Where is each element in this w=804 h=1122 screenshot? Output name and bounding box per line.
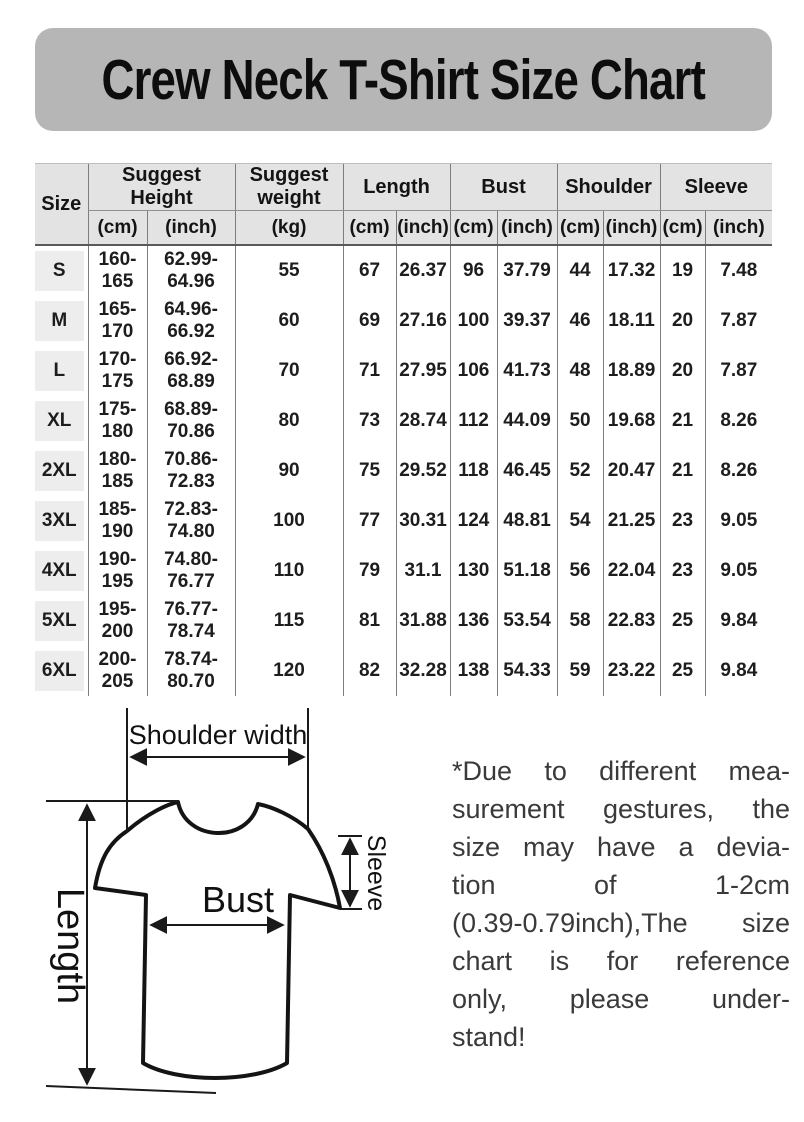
cell-shoulder-cm: 54 <box>557 496 603 546</box>
size-table-header <box>35 164 772 246</box>
cell-height-inch: 72.83-74.80 <box>147 496 235 546</box>
cell-height-inch: 74.80-76.77 <box>147 546 235 596</box>
cell-sleeve-inch: 9.05 <box>705 496 772 546</box>
unit-bust-inch: (inch) <box>497 211 557 246</box>
cell-size <box>35 596 88 646</box>
table-row <box>35 496 772 546</box>
label-shoulder-width: Shoulder width <box>128 720 308 750</box>
cell-height-cm: 195-200 <box>88 596 147 646</box>
cell-shoulder-cm: 59 <box>557 646 603 696</box>
cell-height-cm: 190-195 <box>88 546 147 596</box>
col-header-suggest-weight: Suggest weight <box>235 164 343 211</box>
cell-sleeve-cm: 19 <box>660 245 705 296</box>
cell-size <box>35 446 88 496</box>
cell-length-inch: 28.74 <box>396 396 450 446</box>
length-extension-line-bottom <box>46 1086 216 1093</box>
cell-height-cm: 165-170 <box>88 296 147 346</box>
cell-bust-cm: 136 <box>450 596 497 646</box>
cell-height-inch: 68.89-70.86 <box>147 396 235 446</box>
cell-length-cm: 73 <box>343 396 396 446</box>
cell-bust-cm: 106 <box>450 346 497 396</box>
cell-height-cm: 160-165 <box>88 245 147 296</box>
note-line: tion of 1-2cm <box>452 870 790 900</box>
cell-height-inch: 78.74-80.70 <box>147 646 235 696</box>
cell-weight-kg: 115 <box>235 596 343 646</box>
cell-sleeve-inch: 7.87 <box>705 346 772 396</box>
cell-shoulder-inch: 18.11 <box>603 296 660 346</box>
col-header-sleeve: Sleeve <box>660 164 772 211</box>
cell-length-inch: 31.88 <box>396 596 450 646</box>
unit-sleeve-inch: (inch) <box>705 211 772 246</box>
cell-sleeve-cm: 25 <box>660 646 705 696</box>
note-line: size may have a devia- <box>452 832 790 862</box>
cell-height-cm: 200-205 <box>88 646 147 696</box>
cell-size <box>35 396 88 446</box>
table-row <box>35 446 772 496</box>
cell-length-cm: 82 <box>343 646 396 696</box>
col-header-suggest-height: Suggest Height <box>88 164 235 211</box>
cell-weight-kg: 110 <box>235 546 343 596</box>
cell-shoulder-cm: 46 <box>557 296 603 346</box>
cell-length-inch: 31.1 <box>396 546 450 596</box>
cell-height-inch: 62.99-64.96 <box>147 245 235 296</box>
cell-weight-kg: 120 <box>235 646 343 696</box>
cell-size <box>35 346 88 396</box>
cell-length-inch: 27.95 <box>396 346 450 396</box>
cell-shoulder-inch: 19.68 <box>603 396 660 446</box>
unit-bust-cm: (cm) <box>450 211 497 246</box>
cell-sleeve-cm: 23 <box>660 546 705 596</box>
table-row <box>35 546 772 596</box>
cell-shoulder-cm: 52 <box>557 446 603 496</box>
cell-sleeve-inch: 8.26 <box>705 396 772 446</box>
cell-size <box>35 296 88 346</box>
note-line: *Due to different mea- <box>452 756 790 786</box>
cell-bust-inch: 48.81 <box>497 496 557 546</box>
table-row <box>35 646 772 696</box>
cell-height-inch: 64.96-66.92 <box>147 296 235 346</box>
cell-bust-inch: 37.79 <box>497 245 557 296</box>
cell-sleeve-inch: 8.26 <box>705 446 772 496</box>
cell-shoulder-inch: 22.04 <box>603 546 660 596</box>
cell-sleeve-inch: 7.48 <box>705 245 772 296</box>
cell-bust-inch: 51.18 <box>497 546 557 596</box>
cell-shoulder-inch: 21.25 <box>603 496 660 546</box>
size-label: L <box>35 351 84 391</box>
cell-bust-cm: 112 <box>450 396 497 446</box>
cell-size <box>35 245 88 296</box>
cell-shoulder-inch: 23.22 <box>603 646 660 696</box>
cell-weight-kg: 90 <box>235 446 343 496</box>
cell-bust-cm: 124 <box>450 496 497 546</box>
note-line: only, please under- <box>452 984 790 1014</box>
title-banner <box>35 28 772 131</box>
tshirt-measurement-diagram <box>38 700 448 1115</box>
cell-length-inch: 26.37 <box>396 245 450 296</box>
col-header-length: Length <box>343 164 450 211</box>
page-title: Crew Neck T-Shirt Size Chart <box>101 47 706 112</box>
unit-height-inch: (inch) <box>147 211 235 246</box>
cell-length-cm: 71 <box>343 346 396 396</box>
table-row <box>35 396 772 446</box>
cell-shoulder-cm: 44 <box>557 245 603 296</box>
unit-sleeve-cm: (cm) <box>660 211 705 246</box>
col-header-shoulder: Shoulder <box>557 164 660 211</box>
cell-shoulder-cm: 48 <box>557 346 603 396</box>
cell-height-inch: 70.86-72.83 <box>147 446 235 496</box>
cell-bust-inch: 53.54 <box>497 596 557 646</box>
note-line: surement gestures, the <box>452 794 790 824</box>
cell-length-inch: 32.28 <box>396 646 450 696</box>
cell-sleeve-cm: 20 <box>660 296 705 346</box>
cell-length-cm: 81 <box>343 596 396 646</box>
cell-length-cm: 69 <box>343 296 396 346</box>
cell-bust-cm: 96 <box>450 245 497 296</box>
measurement-note <box>452 752 790 1056</box>
cell-bust-inch: 46.45 <box>497 446 557 496</box>
cell-length-inch: 29.52 <box>396 446 450 496</box>
cell-height-inch: 66.92-68.89 <box>147 346 235 396</box>
size-label: S <box>35 251 84 291</box>
label-bust: Bust <box>201 879 275 920</box>
size-label: XL <box>35 401 84 441</box>
note-line: chart is for reference <box>452 946 790 976</box>
cell-length-inch: 27.16 <box>396 296 450 346</box>
cell-sleeve-inch: 9.05 <box>705 546 772 596</box>
cell-length-inch: 30.31 <box>396 496 450 546</box>
unit-shoulder-inch: (inch) <box>603 211 660 246</box>
cell-weight-kg: 60 <box>235 296 343 346</box>
unit-weight-kg: (kg) <box>235 211 343 246</box>
cell-sleeve-inch: 9.84 <box>705 596 772 646</box>
cell-length-cm: 67 <box>343 245 396 296</box>
cell-length-cm: 79 <box>343 546 396 596</box>
cell-height-inch: 76.77-78.74 <box>147 596 235 646</box>
table-row <box>35 596 772 646</box>
cell-height-cm: 175-180 <box>88 396 147 446</box>
cell-shoulder-cm: 58 <box>557 596 603 646</box>
cell-weight-kg: 100 <box>235 496 343 546</box>
cell-bust-inch: 39.37 <box>497 296 557 346</box>
cell-shoulder-cm: 56 <box>557 546 603 596</box>
cell-bust-cm: 138 <box>450 646 497 696</box>
cell-bust-cm: 130 <box>450 546 497 596</box>
label-length: Length <box>49 887 91 1005</box>
cell-size <box>35 546 88 596</box>
cell-height-cm: 170-175 <box>88 346 147 396</box>
note-line: stand! <box>452 1022 526 1052</box>
unit-length-inch: (inch) <box>396 211 450 246</box>
cell-size <box>35 646 88 696</box>
cell-bust-inch: 41.73 <box>497 346 557 396</box>
label-sleeve: Sleeve <box>362 834 390 912</box>
cell-bust-inch: 54.33 <box>497 646 557 696</box>
col-header-bust: Bust <box>450 164 557 211</box>
cell-bust-cm: 118 <box>450 446 497 496</box>
size-table <box>35 163 772 696</box>
size-label: 6XL <box>35 651 84 691</box>
cell-sleeve-cm: 21 <box>660 446 705 496</box>
unit-length-cm: (cm) <box>343 211 396 246</box>
table-row <box>35 346 772 396</box>
cell-height-cm: 180-185 <box>88 446 147 496</box>
size-table-body <box>35 245 772 696</box>
table-row <box>35 296 772 346</box>
cell-shoulder-inch: 20.47 <box>603 446 660 496</box>
unit-height-cm: (cm) <box>88 211 147 246</box>
size-label: 3XL <box>35 501 84 541</box>
cell-weight-kg: 70 <box>235 346 343 396</box>
cell-shoulder-cm: 50 <box>557 396 603 446</box>
cell-weight-kg: 80 <box>235 396 343 446</box>
note-line: (0.39-0.79inch),The size <box>452 908 790 938</box>
cell-sleeve-cm: 20 <box>660 346 705 396</box>
cell-weight-kg: 55 <box>235 245 343 296</box>
cell-sleeve-cm: 25 <box>660 596 705 646</box>
cell-size <box>35 496 88 546</box>
size-label: 2XL <box>35 451 84 491</box>
size-label: M <box>35 301 84 341</box>
cell-sleeve-cm: 23 <box>660 496 705 546</box>
cell-length-cm: 75 <box>343 446 396 496</box>
cell-shoulder-inch: 18.89 <box>603 346 660 396</box>
unit-shoulder-cm: (cm) <box>557 211 603 246</box>
size-label: 5XL <box>35 601 84 641</box>
cell-length-cm: 77 <box>343 496 396 546</box>
cell-sleeve-cm: 21 <box>660 396 705 446</box>
col-header-size: Size <box>35 164 88 246</box>
cell-sleeve-inch: 9.84 <box>705 646 772 696</box>
size-label: 4XL <box>35 551 84 591</box>
cell-sleeve-inch: 7.87 <box>705 296 772 346</box>
cell-bust-inch: 44.09 <box>497 396 557 446</box>
cell-shoulder-inch: 17.32 <box>603 245 660 296</box>
cell-shoulder-inch: 22.83 <box>603 596 660 646</box>
tshirt-outline <box>95 802 340 1078</box>
cell-height-cm: 185-190 <box>88 496 147 546</box>
table-row <box>35 245 772 296</box>
cell-bust-cm: 100 <box>450 296 497 346</box>
